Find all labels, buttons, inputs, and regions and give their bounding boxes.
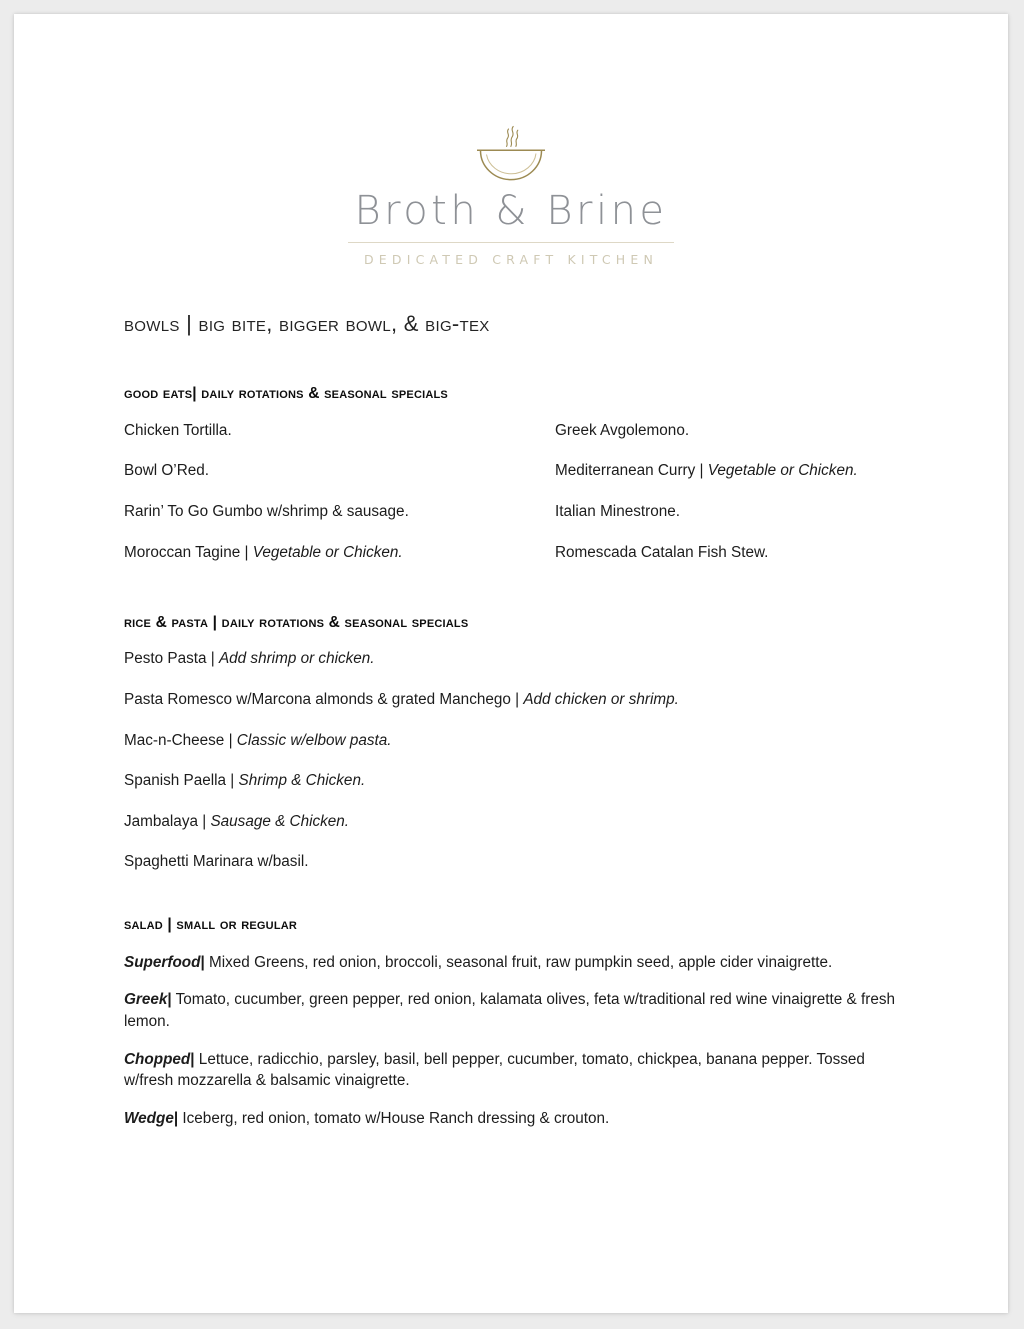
- menu-item-note: Shrimp & Chicken.: [238, 772, 366, 790]
- menu-item-note: Vegetable or Chicken.: [707, 462, 858, 480]
- menu-item-name: Chicken Tortilla.: [124, 421, 232, 439]
- menu-item-name: Greek Avgolemono.: [555, 421, 690, 439]
- menu-item-note: Add chicken or shrimp.: [523, 691, 679, 709]
- menu-item-note: Add shrimp or chicken.: [218, 650, 375, 668]
- item-column-left: [124, 421, 534, 562]
- menu-item: [124, 543, 534, 563]
- menu-item: [555, 502, 975, 522]
- menu-item: [124, 421, 534, 441]
- section-heading: rice & pasta | daily rotations & seasonal specials: [124, 613, 469, 631]
- salad-description: Mixed Greens, red onion, broccoli, seasonal fruit, raw pumpkin seed, apple cider vinaigrette.: [204, 953, 833, 971]
- menu-item: [124, 690, 914, 710]
- brand-logo-block: [14, 125, 1008, 267]
- menu-item: [124, 852, 914, 872]
- section-salad: [124, 916, 914, 1130]
- menu-item: [555, 461, 975, 481]
- menu-item-name: Spaghetti Marinara w/basil.: [124, 853, 309, 871]
- salad-item: [124, 952, 896, 974]
- menu-item-name: Moroccan Tagine |: [124, 543, 253, 561]
- salad-name: Superfood: [124, 953, 201, 971]
- menu-item-name: Italian Minestrone.: [555, 503, 680, 521]
- salad-description: Lettuce, radicchio, parsley, basil, bell pepper, cucumber, tomato, chickpea, banana pepper. Tossed w/fresh mozzarella & balsamic vinaigrette.: [124, 1050, 865, 1090]
- section-heading: good eats| daily rotations & seasonal specials: [124, 385, 448, 403]
- brand-tagline: DEDICATED CRAFT KITCHEN: [363, 252, 659, 267]
- menu-item-name: Pesto Pasta |: [124, 650, 219, 668]
- salad-item: [124, 989, 896, 1032]
- menu-item: [124, 461, 534, 481]
- menu-item: [124, 649, 914, 669]
- menu-item-name: Spanish Paella |: [124, 772, 239, 790]
- menu-item: [555, 543, 975, 563]
- item-column-right: [555, 421, 975, 562]
- steaming-bowl-icon: [473, 125, 549, 181]
- menu-item-name: Romescada Catalan Fish Stew.: [555, 543, 769, 561]
- menu-item: [124, 771, 914, 791]
- menu-item: [124, 502, 534, 522]
- menu-item-name: Mac-n-Cheese |: [124, 731, 237, 749]
- menu-item: [124, 731, 914, 751]
- section-rice-and-pasta: [124, 614, 914, 872]
- brand-wordmark: Broth & Brine: [354, 188, 668, 234]
- menu-item: [124, 812, 914, 832]
- salad-separator: |: [200, 953, 205, 971]
- menu-item-name: Bowl O’Red.: [124, 462, 210, 480]
- salad-item: [124, 1108, 896, 1130]
- two-column-item-list: [124, 421, 914, 570]
- salad-description: Tomato, cucumber, green pepper, red onion, kalamata olives, feta w/traditional red wine vinaigrette & fresh lemon.: [124, 991, 895, 1030]
- salad-separator: |: [173, 1110, 179, 1128]
- menu-item-name: Rarin’ To Go Gumbo w/shrimp & sausage.: [124, 503, 409, 521]
- menu-item-note: Vegetable or Chicken.: [252, 543, 403, 561]
- menu-item-note: Classic w/elbow pasta.: [236, 731, 392, 749]
- menu-content: [124, 311, 914, 1130]
- salad-separator: |: [167, 991, 172, 1009]
- salad-item: [124, 1049, 896, 1092]
- menu-item-note: Sausage & Chicken.: [210, 812, 350, 830]
- salad-name: Chopped: [124, 1050, 191, 1068]
- salad-name: Greek: [124, 991, 168, 1009]
- menu-item-name: Mediterranean Curry |: [555, 462, 708, 480]
- menu-item-name: Jambalaya |: [124, 812, 211, 830]
- section-good-eats: [124, 385, 914, 570]
- salad-description: Iceberg, red onion, tomato w/House Ranch dressing & crouton.: [178, 1110, 610, 1128]
- menu-item: [555, 421, 975, 441]
- brand-divider: [348, 242, 674, 243]
- menu-page: [14, 14, 1008, 1313]
- salad-name: Wedge: [124, 1110, 174, 1128]
- page-title: bowls | big bite, bigger bowl, & big-tex: [124, 311, 490, 336]
- menu-item-name: Pasta Romesco w/Marcona almonds & grated Manchego |: [124, 691, 524, 709]
- salad-separator: |: [190, 1050, 195, 1068]
- section-heading: salad | small or regular: [124, 915, 298, 933]
